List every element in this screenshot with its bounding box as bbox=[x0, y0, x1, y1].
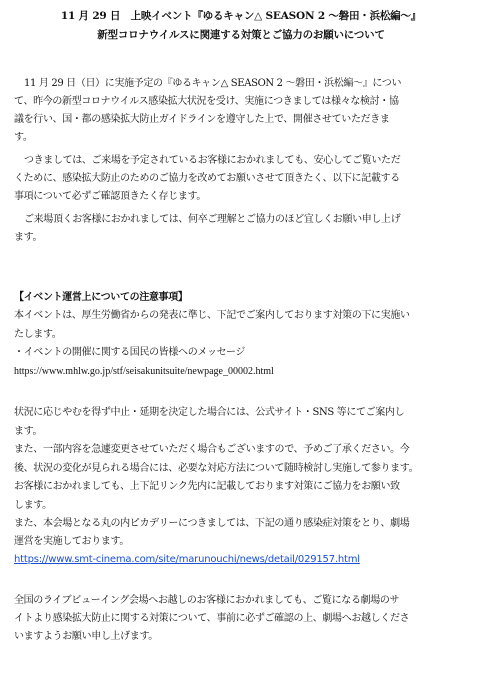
notice-line: 全国のライブビューイング会場へお越しのお客様におかれましても、ご覧になる劇場のサ bbox=[14, 595, 400, 606]
notice-line: また、一部内容を急遽変更させていただく場合もございますので、予めご了承ください。今 bbox=[14, 444, 410, 455]
notice-line: 運営を実施しております。 bbox=[14, 536, 129, 547]
notice-line: ます。 bbox=[14, 426, 43, 437]
notice-heading: 【イベント運営上についての注意事項】 bbox=[14, 292, 188, 303]
intro-paragraph-line: ます。 bbox=[14, 232, 43, 243]
document-subtitle: 新型コロナウイルスに関連する対策とご協力のお願いについて bbox=[97, 29, 385, 41]
intro-paragraph-line: す。 bbox=[14, 132, 33, 143]
document-title: 11 月 29 日 上映イベント『ゆるキャン△ SEASON 2 〜磐田・浜松編〜』 bbox=[60, 10, 422, 22]
notice-line: 状況に応じやむを得ず中止・延期を決定した場合には、公式サイト・SNS 等にてご案内し bbox=[14, 407, 405, 418]
intro-paragraph-line: つきましては、ご来場を予定されているお客様におかれましても、安心してご覧いただ bbox=[24, 155, 401, 166]
notice-line: 本イベントは、厚生労働省からの発表に準じ、下記でご案内しております対策の下に実施い bbox=[14, 310, 410, 321]
intro-paragraph-line: 議を行い、国・都の感染拡大防止ガイドラインを遵守した上で、開催させていただきま bbox=[14, 114, 390, 125]
notice-line: いますようお願い申し上げます。 bbox=[14, 631, 158, 642]
notice-line: また、本会場となる丸の内ピカデリーにつきましては、下記の通り感染症対策をとり、劇場 bbox=[14, 518, 410, 529]
intro-paragraph-line: て、昨今の新型コロナウイルス感染拡大状況を受け、実施につきましては様々な検討・協 bbox=[14, 96, 399, 107]
notice-line: たします。 bbox=[14, 329, 62, 340]
notice-line: イトより感染拡大防止に関する対策について、事前に必ずご確認の上、劇場へお越しくださ bbox=[14, 613, 410, 624]
notice-line: ・イベントの開催に関する国民の皆様へのメッセージ bbox=[14, 347, 245, 358]
intro-paragraph-line: 11 月 29 日（日）に実施予定の『ゆるキャン△ SEASON 2 〜磐田・浜松編〜』につい bbox=[24, 78, 402, 89]
mhlw-url-text: https://www.mhlw.go.jp/stf/seisakunitsuite/newpage_00002.html bbox=[14, 366, 274, 377]
notice-line: お客様におかれましても、上下記リンク先内に記載しております対策にご協力をお願い致 bbox=[14, 481, 400, 492]
intro-paragraph-line: ご来場頂くお客様におかれましては、何卒ご理解とご協力のほど宜しくお願い申し上げ bbox=[24, 214, 401, 225]
notice-line: します。 bbox=[14, 500, 52, 511]
notice-line: 後、状況の変化が見られる場合には、必要な対応方法について随時検討し実施して参ります。 bbox=[14, 463, 419, 474]
cinema-covid-measures-link[interactable]: https://www.smt-cinema.com/site/marunouchi/news/detail/029157.html bbox=[14, 554, 360, 565]
intro-paragraph-line: 事項について必ずご確認頂きたく存じます。 bbox=[14, 191, 206, 202]
intro-paragraph-line: くために、感染拡大防止のためのご協力を改めてお願いさせて頂きたく、以下に記載する bbox=[14, 173, 400, 184]
